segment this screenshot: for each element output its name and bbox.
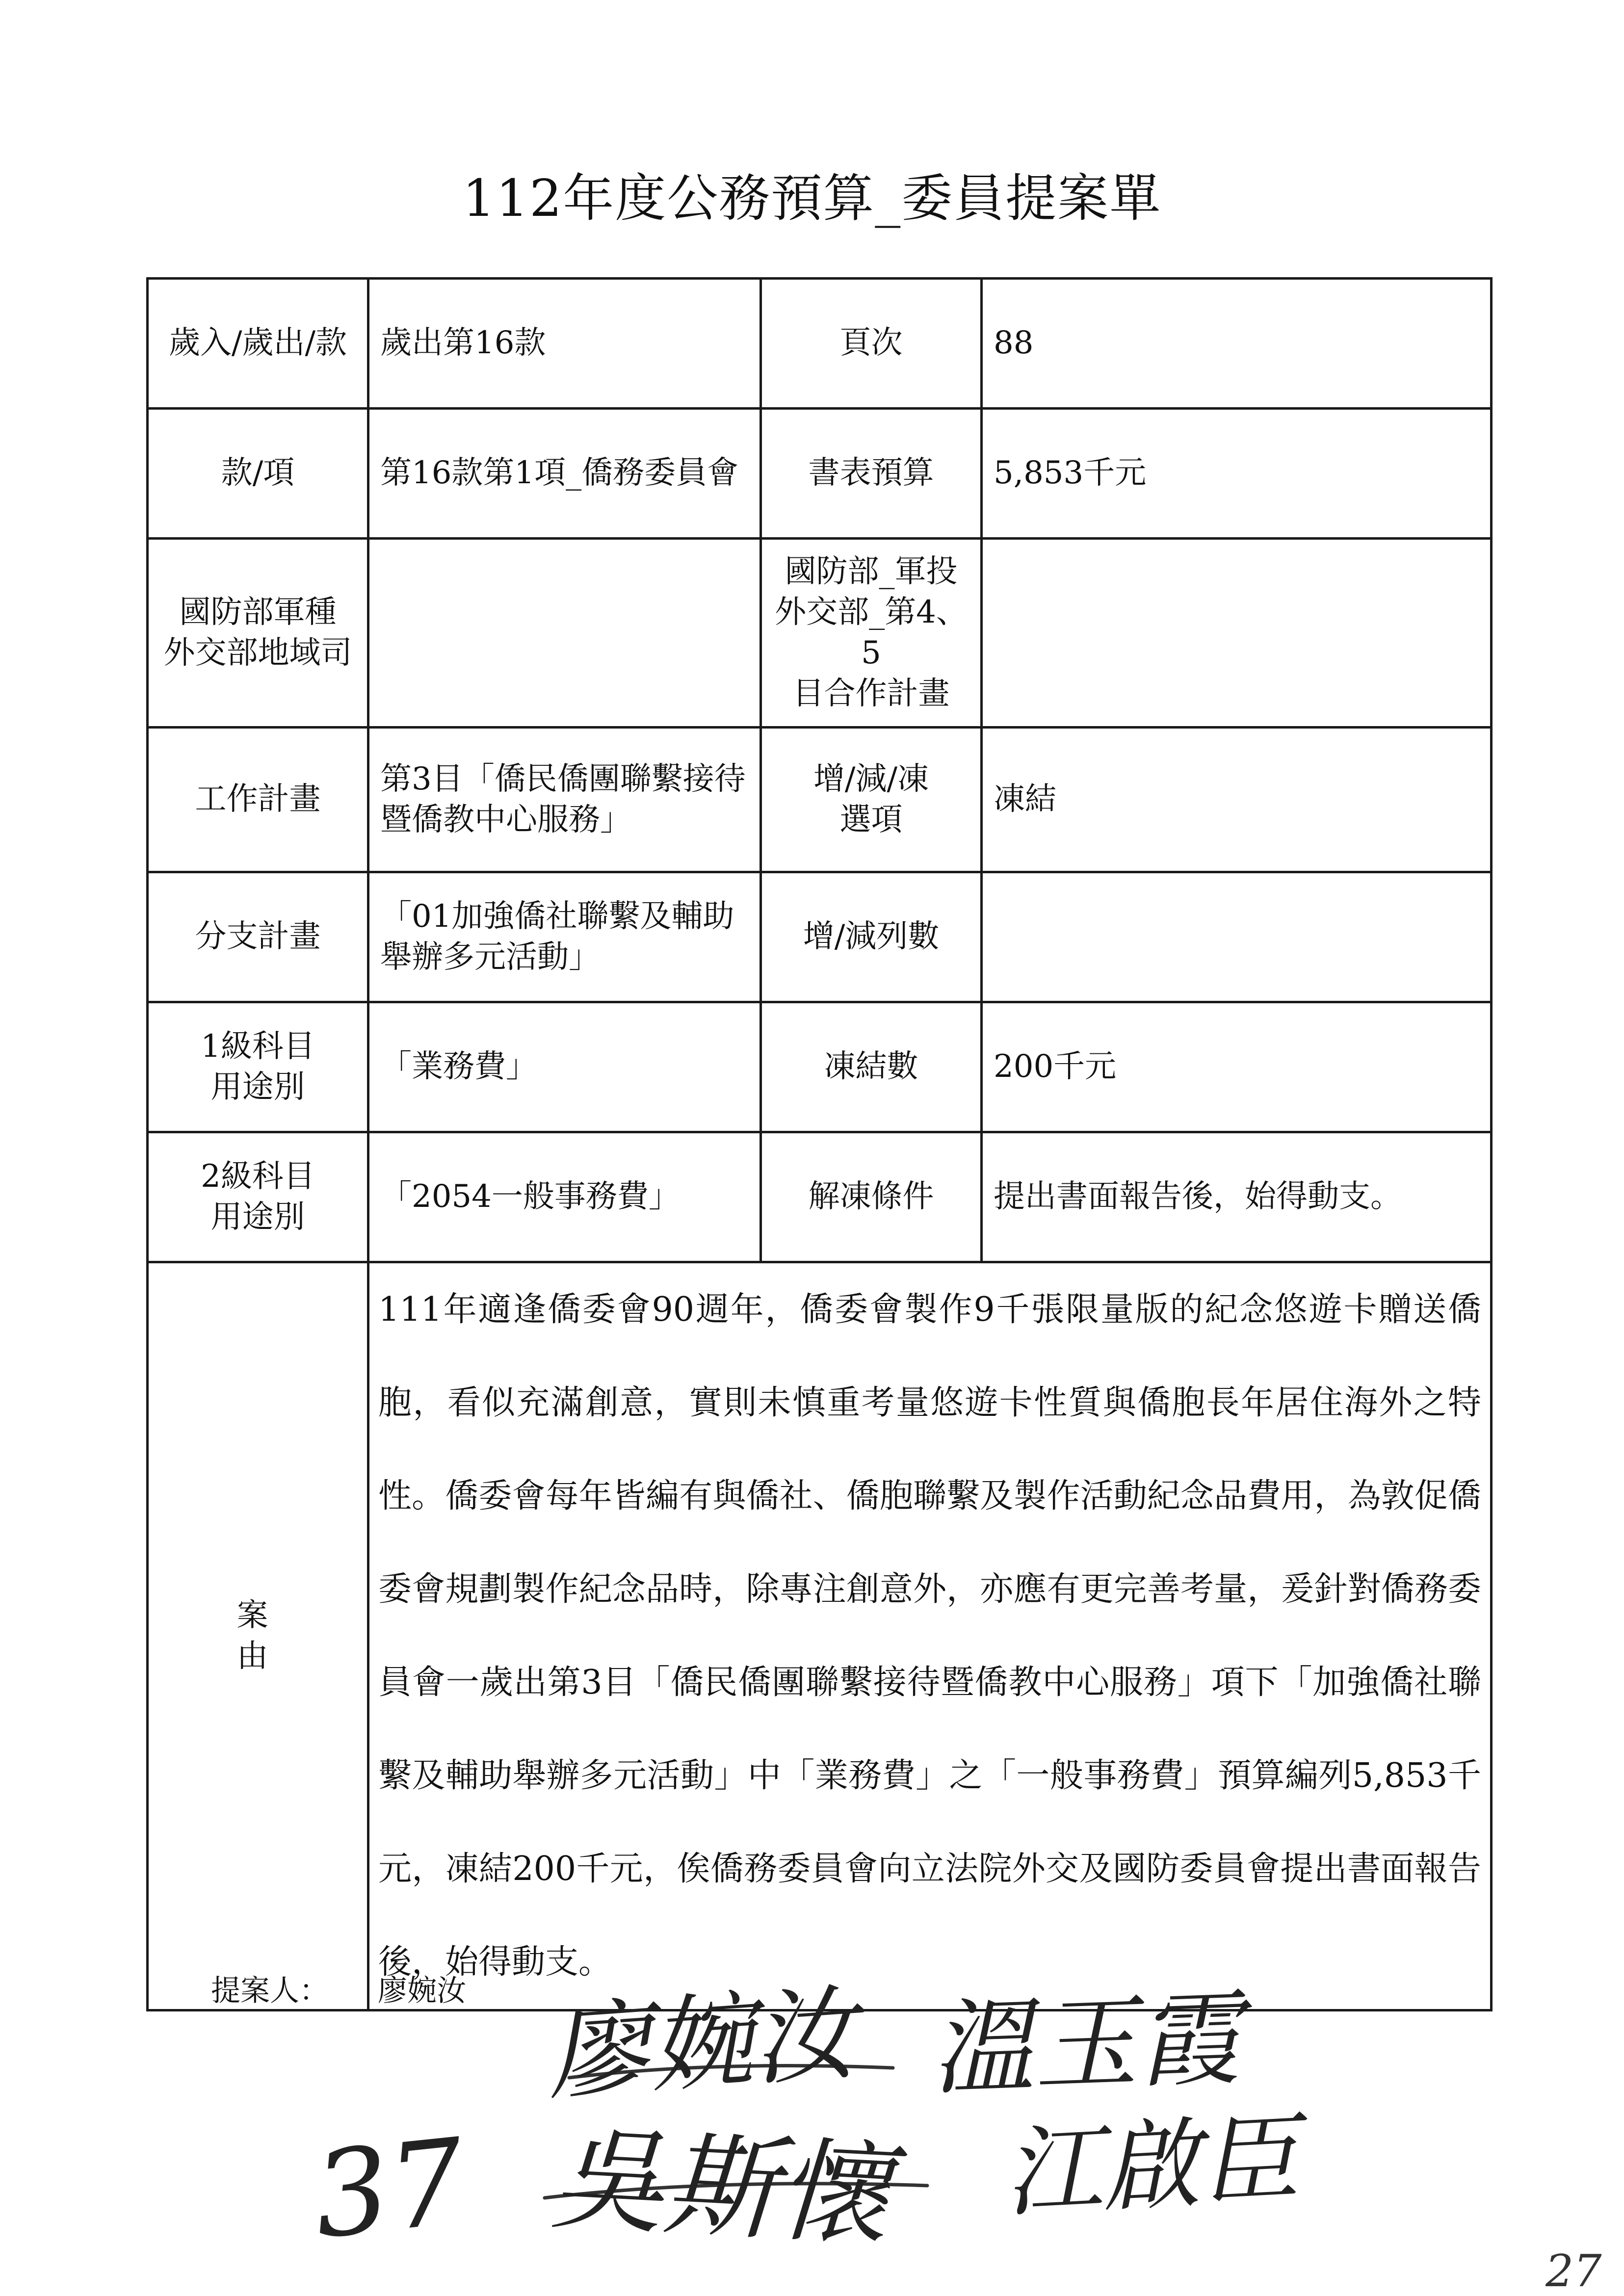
handwritten-number: 37 <box>307 2113 471 2265</box>
reason-text: 111年適逢僑委會90週年，僑委會製作9千張限量版的紀念悠遊卡贈送僑胞，看似充滿創意，實則未慎重考量悠遊卡性質與僑胞長年居住海外之特性。僑委會每年皆編有與僑社、僑胞聯繫及製作活動紀念品費用，為敦促僑委會規劃製作紀念品時，除專注創意外，亦應有更完善考量，爰針對僑務委員會一歲出第3目「僑民僑團聯繫接待暨僑教中心服務」項下「加強僑社聯繫及輔助舉辦多元活動」中「業務費」之「一般事務費」預算編列5,853千元，凍結200千元，俟僑務委員會向立法院外交及國防委員會提出書面報告後，始得動支。 <box>378 1290 1481 1982</box>
page-mark: 27 <box>1545 2245 1602 2296</box>
value-branch-plan: 「01加強僑社聯繫及輔助舉辦多元活動」 <box>368 872 761 1002</box>
value-section: 第16款第1項_僑務委員會 <box>368 409 761 539</box>
value-budget: 5,853千元 <box>982 409 1492 539</box>
value-category: 歲出第16款 <box>368 279 761 409</box>
label-budget: 書表預算 <box>761 409 982 539</box>
value-page: 88 <box>982 279 1492 409</box>
label-level2: 2級科目 用途別 <box>148 1132 368 1262</box>
label-branch-plan: 分支計畫 <box>148 872 368 1002</box>
label-section: 款/項 <box>148 409 368 539</box>
signature-2: 溫玉霞 <box>929 1979 1242 2110</box>
label-frozen-amount: 凍結數 <box>761 1002 982 1132</box>
label-option: 增/減/凍 選項 <box>761 728 982 872</box>
signature-3: 吳斯懷 <box>548 2113 893 2263</box>
label-defense-foreign: 國防部軍種 外交部地域司 <box>148 539 368 728</box>
label-page: 頁次 <box>761 279 982 409</box>
proposer-name: 廖婉汝 <box>378 1974 466 2008</box>
value-option: 凍結 <box>982 728 1492 872</box>
label-reason: 案由 <box>148 1262 368 2010</box>
label-work-plan: 工作計畫 <box>148 728 368 872</box>
value-level1: 「業務費」 <box>368 1002 761 1132</box>
value-unfreeze-condition: 提出書面報告後，始得動支。 <box>982 1132 1492 1262</box>
label-category: 歲入/歲出/款 <box>148 279 368 409</box>
signature-4: 江啟臣 <box>1001 2101 1301 2231</box>
label-unfreeze-condition: 解凍條件 <box>761 1132 982 1262</box>
label-plan: 國防部_軍投 外交部_第4、5 目合作計畫 <box>761 539 982 728</box>
page-title: 112年度公務預算_委員提案單 <box>462 168 1162 228</box>
label-level1: 1級科目 用途別 <box>148 1002 368 1132</box>
value-work-plan: 第3目「僑民僑團聯繫接待暨僑教中心服務」 <box>368 728 761 872</box>
signature-1: 廖婉汝 <box>543 1973 860 2114</box>
label-change-amount: 增/減列數 <box>761 872 982 1002</box>
value-frozen-amount: 200千元 <box>982 1002 1492 1132</box>
proposer-label: 提案人： <box>211 1974 329 2008</box>
value-level2: 「2054一般事務費」 <box>368 1132 761 1262</box>
